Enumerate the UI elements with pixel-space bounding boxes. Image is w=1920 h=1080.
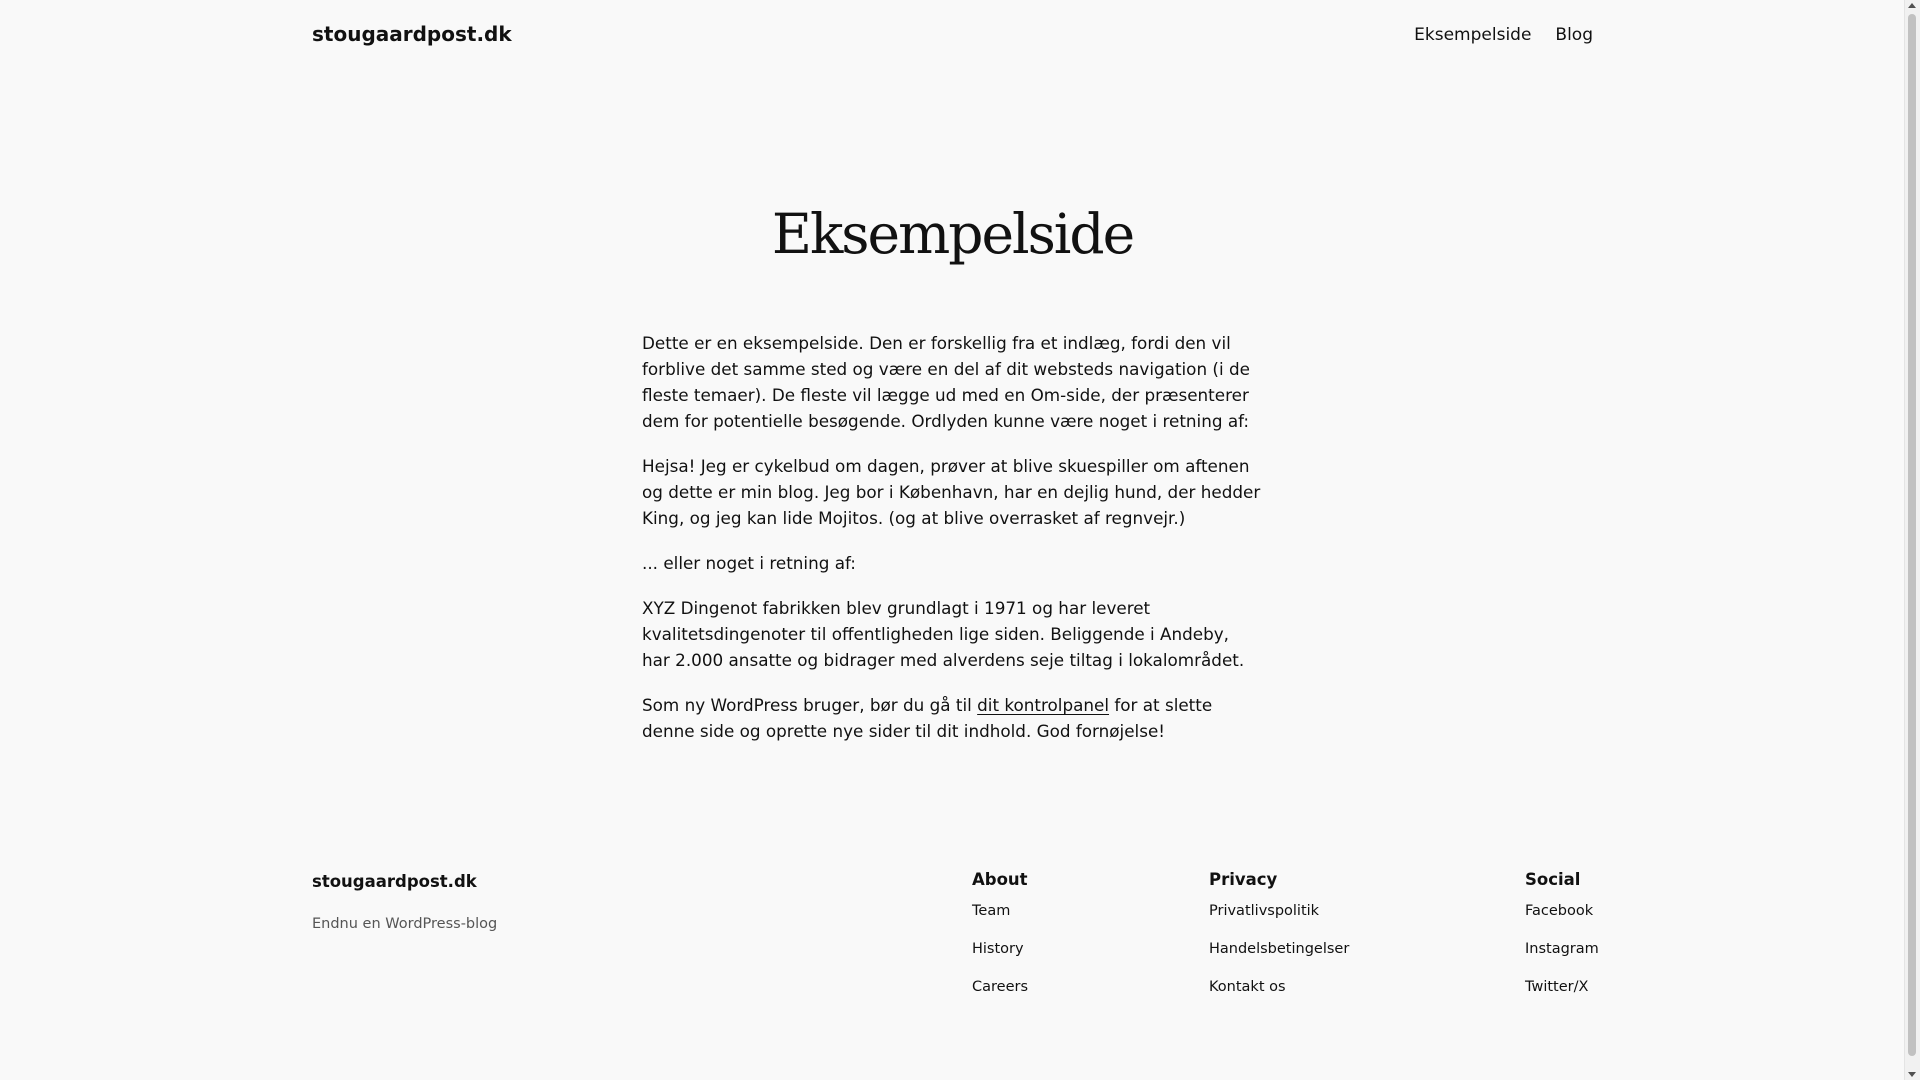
footer-column-social xyxy=(1525,870,1599,1016)
main-navigation xyxy=(1414,25,1593,45)
footer-link-instagram[interactable]: Instagram xyxy=(1525,941,1599,957)
dashboard-link[interactable]: dit kontrolpanel xyxy=(977,695,1110,715)
footer-tagline: Endnu en WordPress-blog xyxy=(312,916,498,932)
footer-link-contact[interactable]: Kontakt os xyxy=(1209,979,1286,995)
scroll-up-arrow-icon[interactable] xyxy=(1908,3,1916,8)
footer-heading-about: About xyxy=(972,870,1028,889)
footer-column-about xyxy=(972,870,1028,1016)
paragraph-with-link xyxy=(642,692,1262,744)
page-body xyxy=(642,330,1262,763)
nav-item-eksempelside[interactable]: Eksempelside xyxy=(1414,25,1532,45)
footer-link-careers[interactable]: Careers xyxy=(972,979,1029,995)
paragraph: Dette er en eksempelside. Den er forskellig fra et indlæg, fordi den vil forblive det samme sted og være en del af dit websteds navigation (i de fleste temaer). De fleste vil lægge ud med en Om-side, der præsenterer dem for potentielle besøgende. Ordlyden kunne være noget i retning af: xyxy=(642,333,1250,431)
footer-link-twitter[interactable]: Twitter/X xyxy=(1525,979,1589,995)
footer-site-title-link[interactable]: stougaardpost.dk xyxy=(312,872,477,891)
footer-heading-privacy: Privacy xyxy=(1209,870,1278,889)
page-title: Eksempelside xyxy=(771,202,1134,266)
footer-link-terms[interactable]: Handelsbetingelser xyxy=(1209,941,1350,957)
footer-link-team[interactable]: Team xyxy=(972,903,1011,919)
scrollbar-thumb[interactable] xyxy=(1908,14,1916,1056)
footer-heading-social: Social xyxy=(1525,870,1581,889)
footer-column-privacy xyxy=(1209,870,1349,1016)
vertical-scrollbar[interactable] xyxy=(1904,0,1920,1080)
footer-link-history[interactable]: History xyxy=(972,941,1024,957)
footer-link-privacy-policy[interactable]: Privatlivspolitik xyxy=(1209,903,1320,919)
nav-item-blog[interactable]: Blog xyxy=(1555,25,1593,45)
footer-link-facebook[interactable]: Facebook xyxy=(1525,903,1594,919)
site-title-link[interactable]: stougaardpost.dk xyxy=(312,22,512,46)
paragraph: Hejsa! Jeg er cykelbud om dagen, prøver at blive skuespiller om aftenen og dette er min blog. Jeg bor i København, har en dejlig hund, der hedder King, og jeg kan lide Mojitos. (og at blive overrasket af regnvejr.) xyxy=(642,456,1261,528)
paragraph-text: Som ny WordPress bruger, bør du gå til xyxy=(642,695,978,715)
paragraph: ... eller noget i retning af: xyxy=(642,553,856,573)
scroll-down-arrow-icon[interactable] xyxy=(1908,1072,1916,1077)
paragraph-text: for at slette denne side og oprette nye sider til dit indhold. God fornøjelse! xyxy=(642,695,1213,741)
paragraph: XYZ Dingenot fabrikken blev grundlagt i 1971 og har leveret kvalitetsdingenoter til offentligheden lige siden. Beliggende i Andeby, har 2.000 ansatte og bidrager med alverdens seje tiltag i lokalområdet. xyxy=(642,598,1245,670)
